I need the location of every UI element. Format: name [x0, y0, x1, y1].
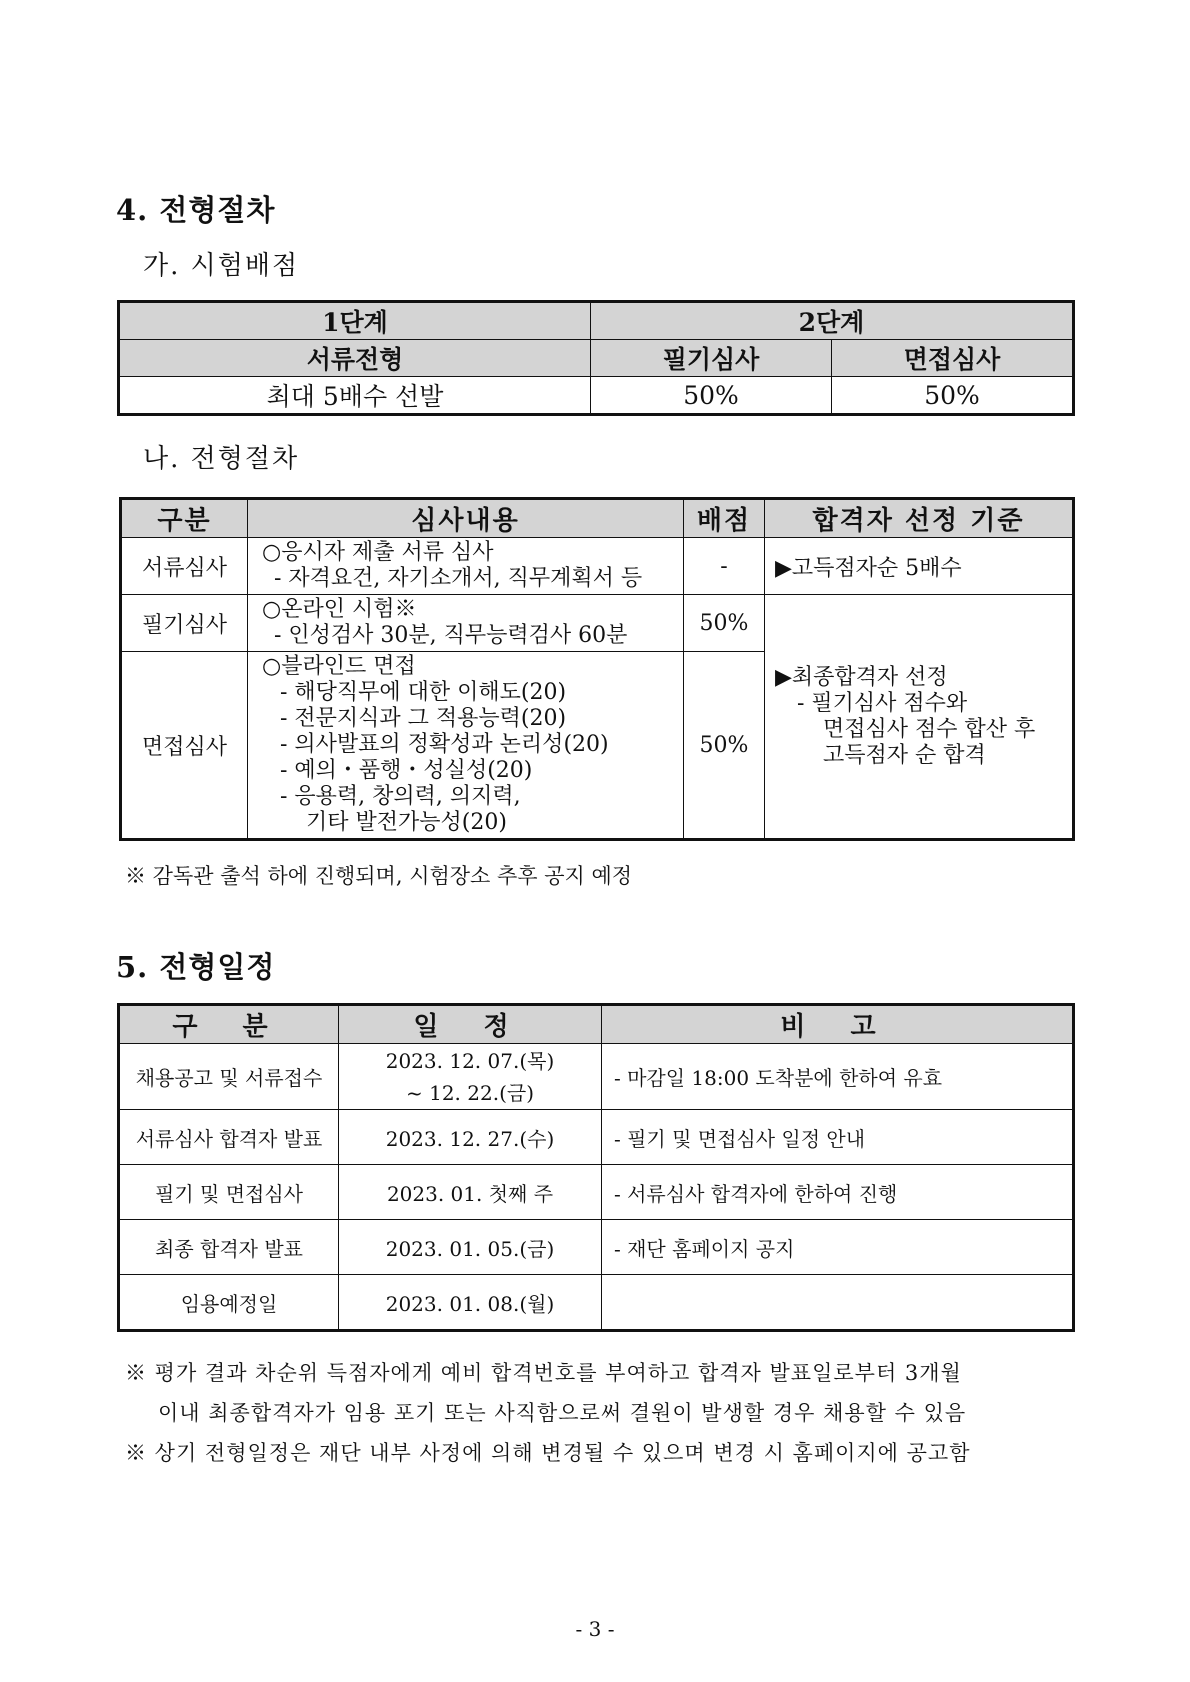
procedure-table — [119, 497, 1075, 841]
exam-score-table — [117, 300, 1075, 416]
section-4-title: 4. 전형절차 — [116, 193, 276, 227]
page-number: - 3 - — [575, 1617, 615, 1641]
row-score: - — [684, 538, 765, 595]
interview-header: 면접심사 — [832, 340, 1074, 377]
header-score: 배점 — [684, 499, 765, 538]
section-5-title: 5. 전형일정 — [116, 950, 276, 984]
table-row — [121, 538, 1074, 595]
table-row — [119, 1044, 1074, 1110]
subsection-b-title: 나. 전형절차 — [143, 444, 300, 474]
row-date: 2023. 01. 첫째 주 — [339, 1165, 602, 1220]
written-exam-header: 필기심사 — [591, 340, 832, 377]
row-score: 50% — [684, 595, 765, 652]
row-remark: - 서류심사 합격자에 한하여 진행 — [602, 1165, 1074, 1220]
row-remark: - 필기 및 면접심사 일정 안내 — [602, 1110, 1074, 1165]
document-screening-value: 최대 5배수 선발 — [119, 377, 591, 415]
table-row — [119, 1275, 1074, 1331]
stage1-header: 1단계 — [119, 302, 591, 340]
row-category: 필기심사 — [121, 595, 248, 652]
row-remark: - 마감일 18:00 도착분에 한하여 유효 — [602, 1044, 1074, 1110]
written-exam-value: 50% — [591, 377, 832, 415]
row-score: 50% — [684, 652, 765, 840]
section-5-note-2: ※ 상기 전형일정은 재단 내부 사정에 의해 변경될 수 있으며 변경 시 홈페이지에 공고함 — [125, 1441, 971, 1465]
row-date: 2023. 12. 27.(수) — [339, 1110, 602, 1165]
row-category: 필기 및 면접심사 — [119, 1165, 339, 1220]
row-remark: - 재단 홈페이지 공지 — [602, 1220, 1074, 1275]
row-content: ○온라인 시험※ - 인성검사 30분, 직무능력검사 60분 — [248, 595, 684, 652]
row-category: 임용예정일 — [119, 1275, 339, 1331]
subsection-a-title: 가. 시험배점 — [143, 251, 300, 281]
table-row — [119, 1165, 1074, 1220]
row-category: 면접심사 — [121, 652, 248, 840]
row-category: 최종 합격자 발표 — [119, 1220, 339, 1275]
row-category: 채용공고 및 서류접수 — [119, 1044, 339, 1110]
stage2-header: 2단계 — [591, 302, 1074, 340]
row-category: 서류심사 합격자 발표 — [119, 1110, 339, 1165]
schedule-table — [117, 1003, 1075, 1332]
section-4-note: ※ 감독관 출석 하에 진행되며, 시험장소 추후 공지 예정 — [125, 864, 633, 888]
table-row — [121, 595, 1074, 652]
section-5-note-1-cont: 이내 최종합격자가 임용 포기 또는 사직함으로써 결원이 발생할 경우 채용할 수 있음 — [158, 1401, 967, 1425]
interview-value: 50% — [832, 377, 1074, 415]
final-criteria: ▶최종합격자 선정 - 필기심사 점수와 면접심사 점수 합산 후 고득점자 순 합격 — [765, 595, 1074, 840]
header-remark: 비 고 — [602, 1005, 1074, 1044]
row-criteria: ▶고득점자순 5배수 — [765, 538, 1074, 595]
row-remark — [602, 1275, 1074, 1331]
table-row — [119, 1220, 1074, 1275]
header-content: 심사내용 — [248, 499, 684, 538]
row-date: 2023. 12. 07.(목) ~ 12. 22.(금) — [339, 1044, 602, 1110]
header-category: 구분 — [121, 499, 248, 538]
header-criteria: 합격자 선정 기준 — [765, 499, 1074, 538]
header-date: 일 정 — [339, 1005, 602, 1044]
header-category: 구 분 — [119, 1005, 339, 1044]
row-date: 2023. 01. 08.(월) — [339, 1275, 602, 1331]
row-content: ○응시자 제출 서류 심사 - 자격요건, 자기소개서, 직무계획서 등 — [248, 538, 684, 595]
section-5-note-1: ※ 평가 결과 차순위 득점자에게 예비 합격번호를 부여하고 합격자 발표일로부터 3개월 — [125, 1361, 962, 1385]
row-date: 2023. 01. 05.(금) — [339, 1220, 602, 1275]
document-screening-header: 서류전형 — [119, 340, 591, 377]
table-row — [119, 1110, 1074, 1165]
row-category: 서류심사 — [121, 538, 248, 595]
row-content: ○블라인드 면접 - 해당직무에 대한 이해도(20) - 전문지식과 그 적용능력(20) - 의사발표의 정확성과 논리성(20) - 예의・품행・성실성(20) - 응용력, 창의력, 의지력, 기타 발전가능성(20) — [248, 652, 684, 840]
